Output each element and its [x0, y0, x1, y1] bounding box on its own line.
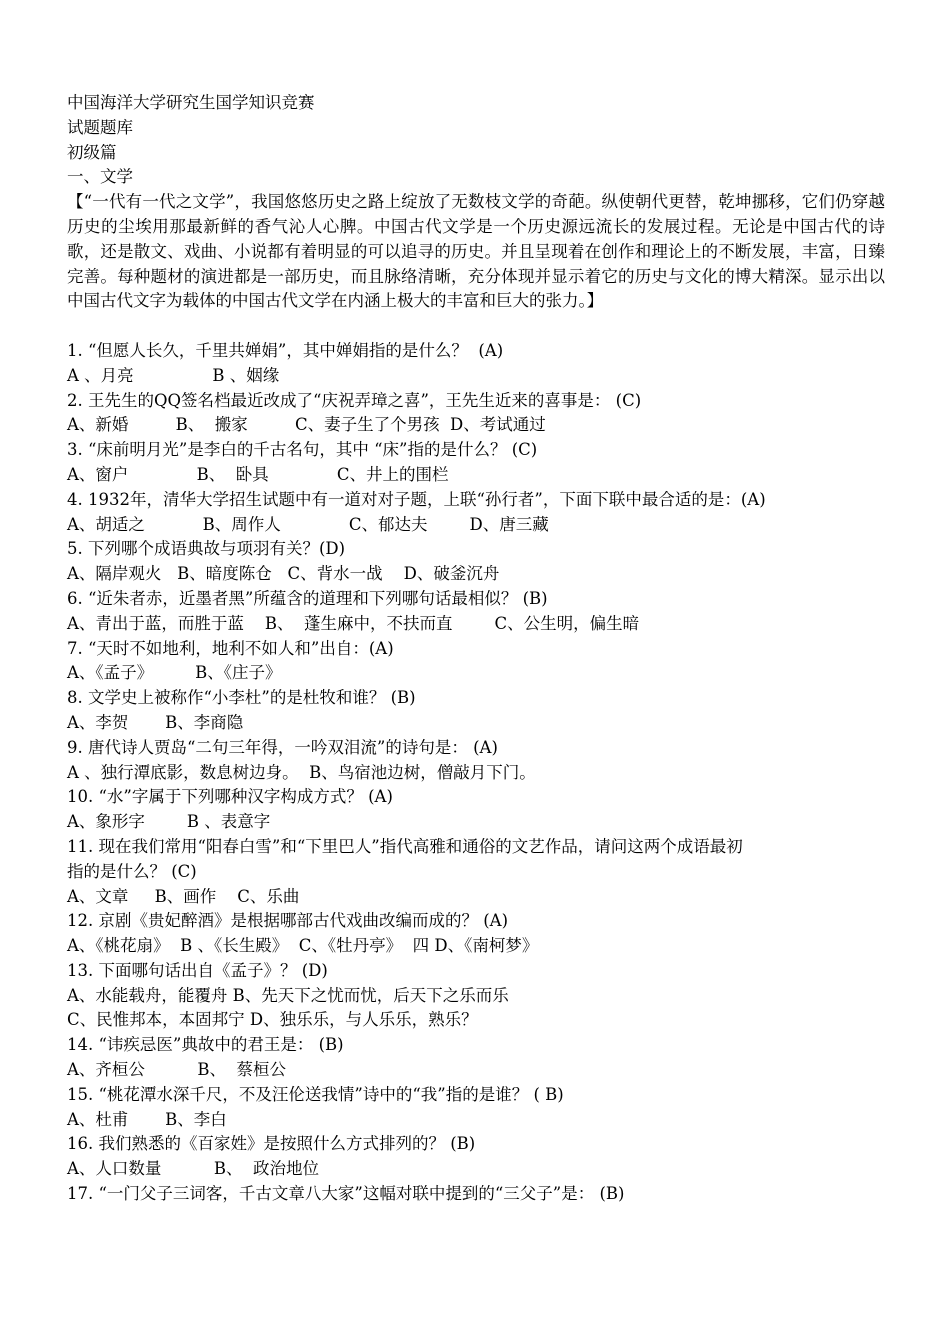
question-line: 7. “天时不如地利，地利不如人和”出自：(A) — [67, 638, 394, 658]
question-line: 13. 下面哪句话出自《孟子》？ (D) — [67, 960, 328, 980]
question-line: 8. 文学史上被称作“小李杜”的是杜牧和谁？ (B) — [67, 688, 416, 708]
spacer — [67, 314, 885, 339]
intro-paragraph: 【“一代有一代之文学”，我国悠悠历史之路上绽放了无数枝文学的奇葩。纵使朝代更替，乾坤挪移，它们仍穿越历史的尘埃用那最新鲜的香气沁人心脾。中国古代文学是一个历史源远流长的发展过程。无论是中国古代的诗歌，还是散文、戏曲、小说都有着明显的可以追寻的历史。并且呈现着在创作和理论上的不断发展，丰富，日臻完善。每种题材的演进都是一部历史，而且脉络清晰，充分体现并显示着它的历史与文化的博大精深。显示出以中国古代文字为载体的中国古代文学在内涵上极大的丰富和巨大的张力。】 — [67, 192, 885, 311]
level-heading: 初级篇 — [67, 142, 117, 162]
question-line: A、人口数量 B、 政治地位 — [67, 1159, 319, 1179]
question-line: 9. 唐代诗人贾岛“二句三年得，一吟双泪流”的诗句是： (A) — [67, 737, 498, 757]
question-line: A 、独行潭底影，数息树边身。 B、鸟宿池边树，僧敲月下门。 — [67, 762, 536, 782]
question-line: 10. “水”字属于下列哪种汉字构成方式？ (A) — [67, 787, 393, 807]
question-line: A、齐桓公 B、 蔡桓公 — [67, 1060, 286, 1080]
question-line: A、李贺 B、李商隐 — [67, 712, 244, 732]
document-subtitle: 试题题库 — [67, 117, 133, 137]
question-list — [67, 339, 885, 1207]
question-line: 2. 王先生的QQ签名档最近改成了“庆祝弄璋之喜”，王先生近来的喜事是： (C) — [67, 390, 642, 410]
question-line: A、青出于蓝，而胜于蓝 B、 蓬生麻中，不扶而直 C、公生明，偏生暗 — [67, 613, 640, 633]
question-line: 4. 1932年，清华大学招生试题中有一道对对子题，上联“孙行者”，下面下联中最合适的是：(A) — [67, 489, 766, 509]
question-line: A 、月亮 B 、姻缘 — [67, 365, 280, 385]
question-line: A、窗户 B、 卧具 C、井上的围栏 — [67, 464, 449, 484]
section-heading: 一、文学 — [67, 167, 133, 187]
question-line: A、胡适之 B、周作人 C、郁达夫 D、唐三藏 — [67, 514, 549, 534]
question-line: C、民惟邦本，本固邦宁 D、独乐乐，与人乐乐，熟乐？ — [67, 1010, 478, 1030]
question-line: A、水能载舟，能覆舟 B、先天下之忧而忧，后天下之乐而乐 — [67, 985, 509, 1005]
question-line: A、隔岸观火 B、暗度陈仓 C、背水一战 D、破釜沉舟 — [67, 564, 500, 584]
question-line: 11. 现在我们常用“阳春白雪”和“下里巴人”指代高雅和通俗的文艺作品，请问这两个成语最初 — [67, 836, 743, 856]
question-line: 17. “一门父子三词客，千古文章八大家”这幅对联中提到的“三父子”是： (B) — [67, 1184, 625, 1204]
question-line: A、文章 B、画作 C、乐曲 — [67, 886, 300, 906]
question-line: 1. “但愿人长久，千里共婵娟”，其中婵娟指的是什么？ (A) — [67, 340, 504, 360]
question-line: A、《桃花扇》 B 、《长生殿》 C、《牡丹亭》 四 D、《南柯梦》 — [67, 936, 539, 956]
question-line: 3. “床前明月光”是李白的千古名句，其中 “床”指的是什么？ (C) — [67, 440, 538, 460]
question-line: 16. 我们熟悉的《百家姓》是按照什么方式排列的？ (B) — [67, 1134, 476, 1154]
question-line: 15. “桃花潭水深千尺，不及汪伦送我情”诗中的“我”指的是谁？ ( B) — [67, 1084, 564, 1104]
question-line: A、《孟子》 B、《庄子》 — [67, 663, 282, 683]
question-line: A、杜甫 B、李白 — [67, 1109, 227, 1129]
question-line: 14. “讳疾忌医”典故中的君王是： (B) — [67, 1035, 344, 1055]
question-line: 6. “近朱者赤，近墨者黑”所蕴含的道理和下列哪句话最相似？ (B) — [67, 588, 548, 608]
question-line: 5. 下列哪个成语典故与项羽有关？(D) — [67, 539, 346, 559]
document-page — [67, 91, 885, 1207]
question-line: 12. 京剧《贵妃醉酒》是根据哪部古代戏曲改编而成的？ (A) — [67, 911, 509, 931]
question-line: 指的是什么？ (C) — [67, 861, 197, 881]
question-line: A、象形字 B 、表意字 — [67, 812, 271, 832]
document-title: 中国海洋大学研究生国学知识竞赛 — [67, 93, 315, 112]
question-line: A、新婚 B、 搬家 C、妻子生了个男孩 D、考试通过 — [67, 415, 546, 435]
